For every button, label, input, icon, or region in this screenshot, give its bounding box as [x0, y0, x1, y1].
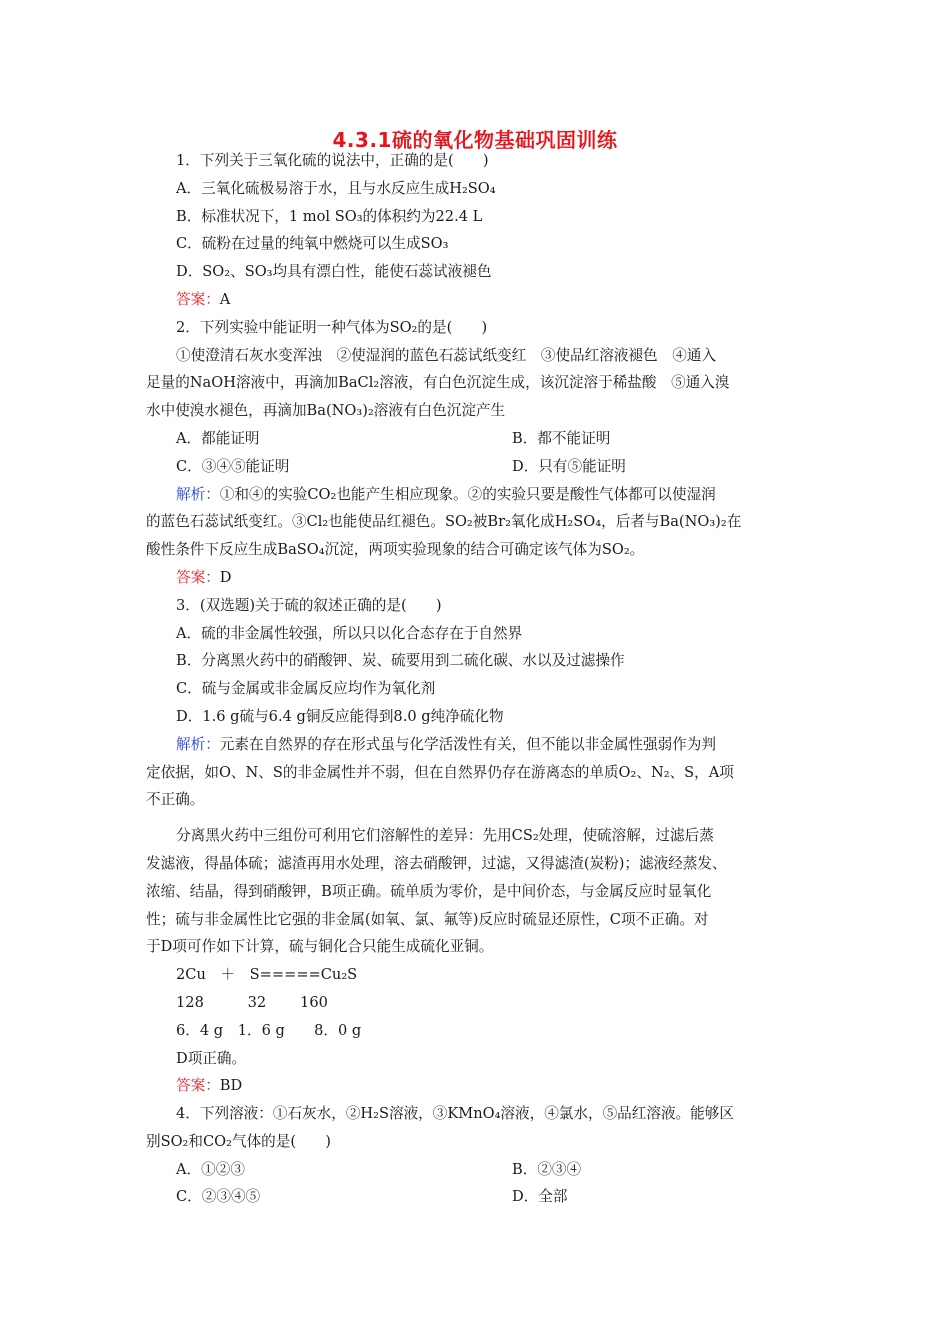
- question-2-answer: [146, 564, 806, 592]
- question-2-option-d: D．只有⑤能证明: [512, 457, 626, 475]
- question-2-body-line: ①使澄清石灰水变浑浊 ②使湿润的蓝色石蕊试纸变红 ③使品红溶液褪色 ④通入: [176, 346, 716, 364]
- question-3-option-c: C．硫与金属或非金属反应均作为氧化剂: [176, 680, 436, 698]
- question-2-analysis: [146, 481, 806, 509]
- question-3-analysis: [146, 731, 806, 759]
- answer-value: A: [219, 290, 231, 308]
- question-3-analysis-line: 定依据，如O、N、S的非金属性并不弱，但在自然界仍存在游离态的单质O₂、N₂、S，A项: [146, 763, 734, 781]
- question-4-stem-line: 别SO₂和CO₂气体的是( ): [146, 1132, 331, 1150]
- question-3-analysis-line: 不正确。: [146, 791, 205, 809]
- question-4-option-c: C．②③④⑤: [176, 1188, 261, 1206]
- question-2-option-a: A．都能证明: [176, 429, 260, 447]
- question-2-option-b: B．都不能证明: [512, 429, 611, 447]
- question-3-option-d: D．1.6 g硫与6.4 g铜反应能得到8.0 g纯净硫化物: [176, 707, 504, 725]
- question-1-option-b: B．标准状况下，1 mol SO₃的体积约为22.4 L: [176, 207, 483, 225]
- question-4-option-a: A．①②③: [176, 1160, 245, 1178]
- question-2-body-line: 足量的NaOH溶液中，再滴加BaCl₂溶液，有白色沉淀生成，该沉淀溶于稀盐酸 ⑤通入溴: [146, 374, 730, 392]
- question-2-option-c: C．③④⑤能证明: [176, 457, 290, 475]
- answer-label: 答案：: [176, 1077, 220, 1095]
- question-3-stem: 3．(双选题)关于硫的叙述正确的是( ): [176, 596, 442, 614]
- question-2-stem: 2．下列实验中能证明一种气体为SO₂的是( ): [176, 318, 488, 336]
- question-4-option-b: B．②③④: [512, 1160, 582, 1178]
- question-3-option-b: B．分离黑火药中的硝酸钾、炭、硫要用到二硫化碳、水以及过滤操作: [176, 652, 625, 670]
- answer-label: 答案：: [176, 568, 220, 586]
- question-3-conclusion: D项正确。: [176, 1049, 247, 1067]
- question-3-paragraph-line: 于D项可作如下计算，硫与铜化合只能生成硫化亚铜。: [146, 938, 494, 956]
- question-4-option-d: D．全部: [512, 1188, 568, 1206]
- page-title: 4.3.1硫的氧化物基础巩固训练: [332, 128, 618, 152]
- question-2-options-row: [146, 453, 806, 481]
- question-2-body-line: 水中使溴水褪色，再滴加Ba(NO₃)₂溶液有白色沉淀产生: [146, 402, 506, 420]
- mass-amounts-row: 6．4 g 1．6 g 8．0 g: [176, 1021, 362, 1039]
- question-3-paragraph-line: 浓缩、结晶，得到硝酸钾，B项正确。硫单质为零价，是中间价态，与金属反应时显氧化: [146, 882, 712, 900]
- question-1-option-d: D．SO₂、SO₃均具有漂白性，能使石蕊试液褪色: [176, 263, 492, 281]
- question-2-analysis-line: 的蓝色石蕊试纸变红。③Cl₂也能使品红褪色。SO₂被Br₂氧化成H₂SO₄，后者与Ba(NO₃)₂在: [146, 513, 742, 531]
- document-body: [146, 147, 806, 1211]
- question-3-paragraph-line: 发滤液，得晶体硫；滤渣再用水处理，溶去硝酸钾，过滤，又得滤渣(炭粉)；滤液经蒸发、: [146, 854, 727, 872]
- question-3-paragraph-line: 分离黑火药中三组份可利用它们溶解性的差异：先用CS₂处理，使硫溶解，过滤后蒸: [176, 827, 714, 845]
- chemical-equation: 2Cu ＋ S=====Cu₂S: [176, 966, 358, 984]
- analysis-text: 元素在自然界的存在形式虽与化学活泼性有关，但不能以非金属性强弱作为判: [219, 735, 716, 753]
- answer-value: BD: [219, 1077, 243, 1095]
- analysis-label: 解析：: [176, 735, 220, 753]
- analysis-text: ①和④的实验CO₂也能产生相应现象。②的实验只要是酸性气体都可以使湿润: [219, 485, 716, 503]
- question-4-options-row: [146, 1183, 806, 1211]
- question-3-paragraph-line: 性；硫与非金属性比它强的非金属(如氧、氯、氟等)反应时硫显还原性，C项不正确。对: [146, 910, 709, 928]
- question-1-option-c: C．硫粉在过量的纯氧中燃烧可以生成SO₃: [176, 235, 449, 253]
- answer-value: D: [219, 568, 232, 586]
- question-1-stem: 1．下列关于三氧化硫的说法中，正确的是( ): [176, 152, 489, 169]
- analysis-label: 解析：: [176, 485, 220, 503]
- question-1-option-a: A．三氧化硫极易溶于水，且与水反应生成H₂SO₄: [176, 179, 496, 197]
- question-4-options-row: [146, 1156, 806, 1184]
- question-2-analysis-line: 酸性条件下反应生成BaSO₄沉淀，两项实验现象的结合可确定该气体为SO₂。: [146, 541, 645, 559]
- question-3-option-a: A．硫的非金属性较强，所以只以化合态存在于自然界: [176, 624, 523, 642]
- question-2-options-row: [146, 425, 806, 453]
- question-1-answer: [146, 286, 806, 314]
- molar-mass-row: 128 32 160: [176, 993, 328, 1011]
- question-4-stem: 4．下列溶液：①石灰水，②H₂S溶液，③KMnO₄溶液，④氯水，⑤品红溶液。能够区: [176, 1105, 734, 1123]
- answer-label: 答案：: [176, 290, 220, 308]
- question-3-answer: [146, 1072, 806, 1100]
